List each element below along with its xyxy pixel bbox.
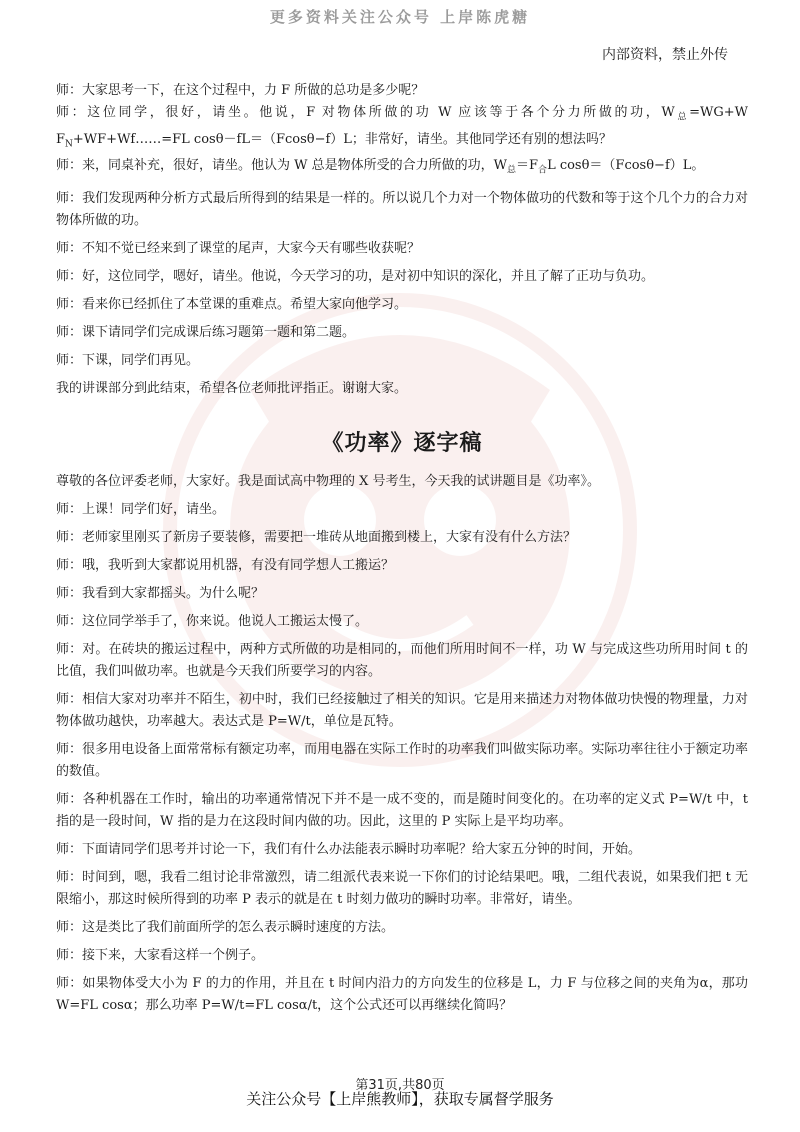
paragraph: 师：不知不觉已经来到了课堂的尾声，大家今天有哪些收获呢？ [56, 240, 421, 256]
paragraph: 师：这位同学，很好，请坐。他说，F 对物体所做的功 W 应该等于各个分力所做的功，$W_总=WG+W$ $F_N+WF+Wf\dots\dots=FL$ cosθ－fL＝（Fcosθ−f）L；非常好，请坐。其他同学还有别的想法吗？ [56, 105, 748, 150]
paragraph: 师：对。在砖块的搬运过程中，两种方式所做的功是相同的，而他们所用时间不一样，功 W 与完成这些功所用时间 t 的比值，我们叫做功率。也就是今天我们所要学习的内容。 [56, 641, 748, 679]
paragraph: 尊敬的各位评委老师，大家好。我是面试高中物理的 X 号考生，今天我的试讲题目是《功率》。 [56, 473, 601, 489]
paragraph: 师：来，同桌补充，很好，请坐。他认为 W 总是物体所受的合力所做的功，$W_总=F_合L$ cosθ＝（Fcosθ−f）L。 [56, 158, 705, 176]
document-body [56, 80, 748, 1017]
paragraph: 师：好，这位同学，嗯好，请坐。他说，今天学习的功，是对初中知识的深化，并且了解了正功与负功。 [56, 268, 655, 284]
paragraph: 师：看来你已经抓住了本堂课的重难点。希望大家向他学习。 [56, 296, 408, 312]
paragraph: 师：上课！同学们好，请坐。 [56, 501, 226, 517]
section-title: 《功率》逐字稿 [321, 430, 483, 456]
paragraph: 师：如果物体受大小为 F 的力的作用，并且在 t 时间内沿力的方向发生的位移是 L，力 F 与位移之间的夹角为α，那功 W=FL cosα；那么功率 P=W/t=FL cosα/t，这个公式还可以再继续化简吗？ [56, 975, 748, 1013]
paragraph: 师：下面请同学们思考并讨论一下，我们有什么办法能表示瞬时功率呢？给大家五分钟的时间，开始。 [56, 841, 642, 857]
paragraph: 师：这是类比了我们前面所学的怎么表示瞬时速度的方法。 [56, 919, 395, 935]
paragraph: 师：各种机器在工作时，输出的功率通常情况下并不是一成不变的，而是随时间变化的。在功率的定义式 P=W/t 中，t 指的是一段时间，W 指的是力在这段时间内做的功。因此，这里的 P 实际上是平均功率。 [56, 791, 748, 829]
paragraph: 我的讲课部分到此结束，希望各位老师批评指正。谢谢大家。 [56, 380, 408, 396]
paragraph: 师：老师家里刚买了新房子要装修，需要把一堆砖从地面搬到楼上，大家有没有什么方法？ [56, 529, 577, 545]
paragraph: 师：接下来，大家看这样一个例子。 [56, 947, 265, 963]
paragraph: 师：很多用电设备上面常常标有额定功率，而用电器在实际工作时的功率我们叫做实际功率。实际功率往往小于额定功率的数值。 [56, 741, 748, 779]
paragraph: 师：时间到，嗯，我看二组讨论非常激烈，请二组派代表来说一下你们的讨论结果吧。哦，二组代表说，如果我们把 t 无限缩小，那这时候所得到的功率 P 表示的就是在 t 时刻力做功的瞬时功率。非常好，请坐。 [56, 869, 748, 907]
top-banner: 更多资料关注公众号 上岸陈虎糖 [269, 8, 531, 26]
paragraph: 师：下课，同学们再见。 [56, 352, 200, 368]
paragraph: 师：相信大家对功率并不陌生，初中时，我们已经接触过了相关的知识。它是用来描述力对物体做功快慢的物理量，力对物体做功越快，功率越大。表达式是 P=W/t，单位是瓦特。 [56, 691, 748, 729]
footer-promo: 关注公众号【上岸熊教师】，获取专属督学服务 [246, 1090, 554, 1108]
confidential-notice: 内部资料，禁止外传 [602, 47, 728, 63]
paragraph: 师：大家思考一下，在这个过程中，力 F 所做的总功是多少呢？ [56, 83, 425, 98]
paragraph: 师：这位同学举手了，你来说。他说人工搬运太慢了。 [56, 613, 369, 629]
paragraph: 师：我看到大家都摇头。为什么呢？ [56, 585, 265, 601]
paragraph: 师：哦，我听到大家都说用机器，有没有同学想人工搬运？ [56, 557, 395, 573]
paragraph: 师：课下请同学们完成课后练习题第一题和第二题。 [56, 324, 356, 340]
page-number: 第31页,共80页 [355, 1078, 445, 1093]
paragraph: 师：我们发现两种分析方式最后所得到的结果是一样的。所以说几个力对一个物体做功的代数和等于这个几个力的合力对物体所做的功。 [56, 190, 748, 228]
